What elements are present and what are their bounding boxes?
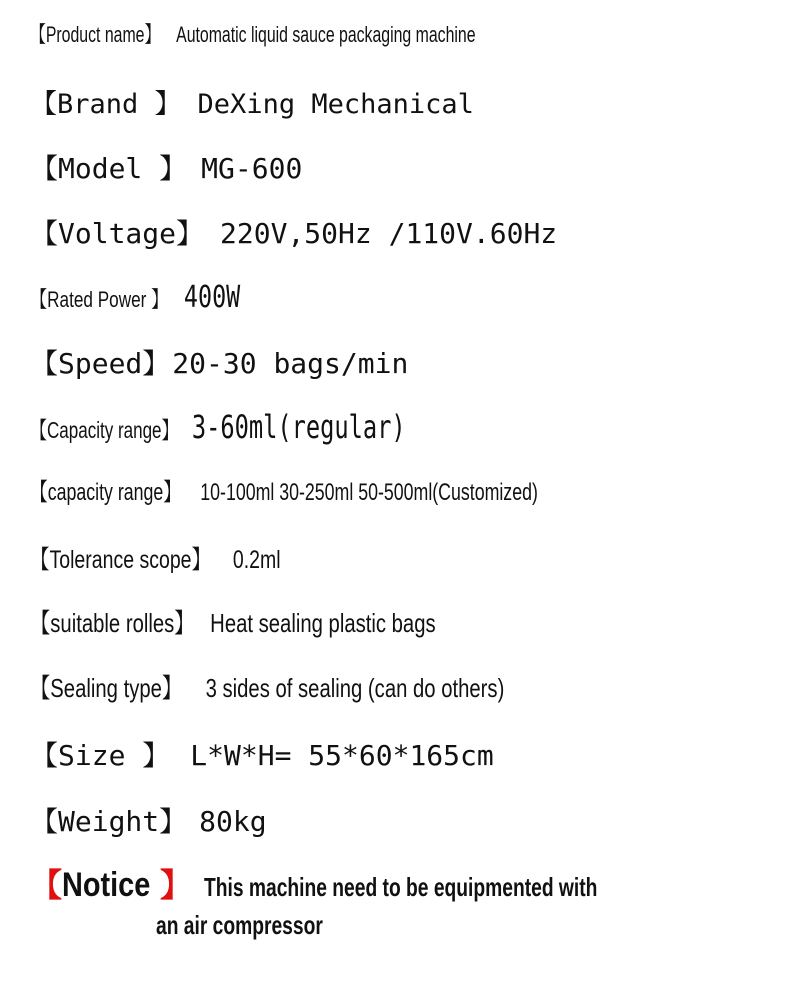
notice-text: This machine need to be equipmented with [203, 872, 598, 902]
spec-row-model [30, 147, 302, 187]
notice-block [30, 860, 790, 941]
spec-key: 【Product name】 [30, 22, 161, 47]
spec-row-speed [30, 342, 408, 382]
spec-key: 【Speed】 [30, 347, 171, 380]
spec-value: DeXing Mechanical [197, 89, 474, 120]
spec-key: 【Brand 】 [30, 89, 182, 120]
spec-key: 【Voltage】 [30, 217, 205, 250]
spec-key: 【Model 】 [30, 152, 188, 185]
notice-label: Notice [62, 866, 151, 904]
notice-line-1 [30, 860, 790, 906]
spec-row-size [30, 734, 494, 774]
spec-key: 【Tolerance scope】 [30, 546, 212, 574]
spec-row-voltage [30, 212, 557, 252]
spec-value: 10-100ml 30-250ml 50-500ml(Customized) [200, 479, 538, 506]
spec-key: 【Size 】 [30, 739, 171, 772]
spec-key: 【suitable rolles】 [30, 608, 195, 638]
spec-row-sealing-type [30, 668, 504, 705]
spec-value: 3-60ml(regular) [191, 408, 406, 446]
notice-close-bracket: 】 [159, 867, 192, 903]
spec-key: 【Rated Power 】 [30, 287, 169, 312]
spec-row-tolerance [30, 540, 281, 576]
spec-key: 【Capacity range】 [30, 417, 179, 443]
notice-line-2 [156, 910, 790, 941]
notice-open-bracket: 【 [30, 867, 63, 903]
notice-text-continued: an air compressor [156, 910, 323, 940]
spec-value: 20-30 bags/min [172, 347, 409, 380]
spec-value: 80kg [199, 805, 267, 838]
spec-row-capacity-regular [30, 408, 406, 446]
spec-key: 【Sealing type】 [30, 673, 183, 703]
spec-row-product-name [30, 18, 476, 49]
spec-row-rated-power [30, 280, 240, 315]
spec-value: L*W*H= 55*60*165cm [190, 739, 494, 772]
spec-row-weight [30, 800, 267, 840]
spec-row-capacity-customized [30, 472, 538, 507]
spec-key: 【Weight】 [30, 805, 188, 838]
spec-value: 3 sides of sealing (can do others) [205, 673, 505, 703]
spec-value: Heat sealing plastic bags [210, 608, 436, 638]
spec-value: MG-600 [201, 152, 303, 185]
spec-value: Automatic liquid sauce packaging machine [176, 22, 476, 47]
spec-value: 0.2ml [232, 546, 281, 574]
spec-value: 400W [183, 280, 241, 315]
spec-key: 【capacity range】 [30, 479, 182, 506]
spec-value: 220V,50Hz /110V.60Hz [220, 217, 558, 250]
spec-row-suitable-rolls [30, 603, 436, 640]
spec-row-brand [30, 82, 474, 121]
